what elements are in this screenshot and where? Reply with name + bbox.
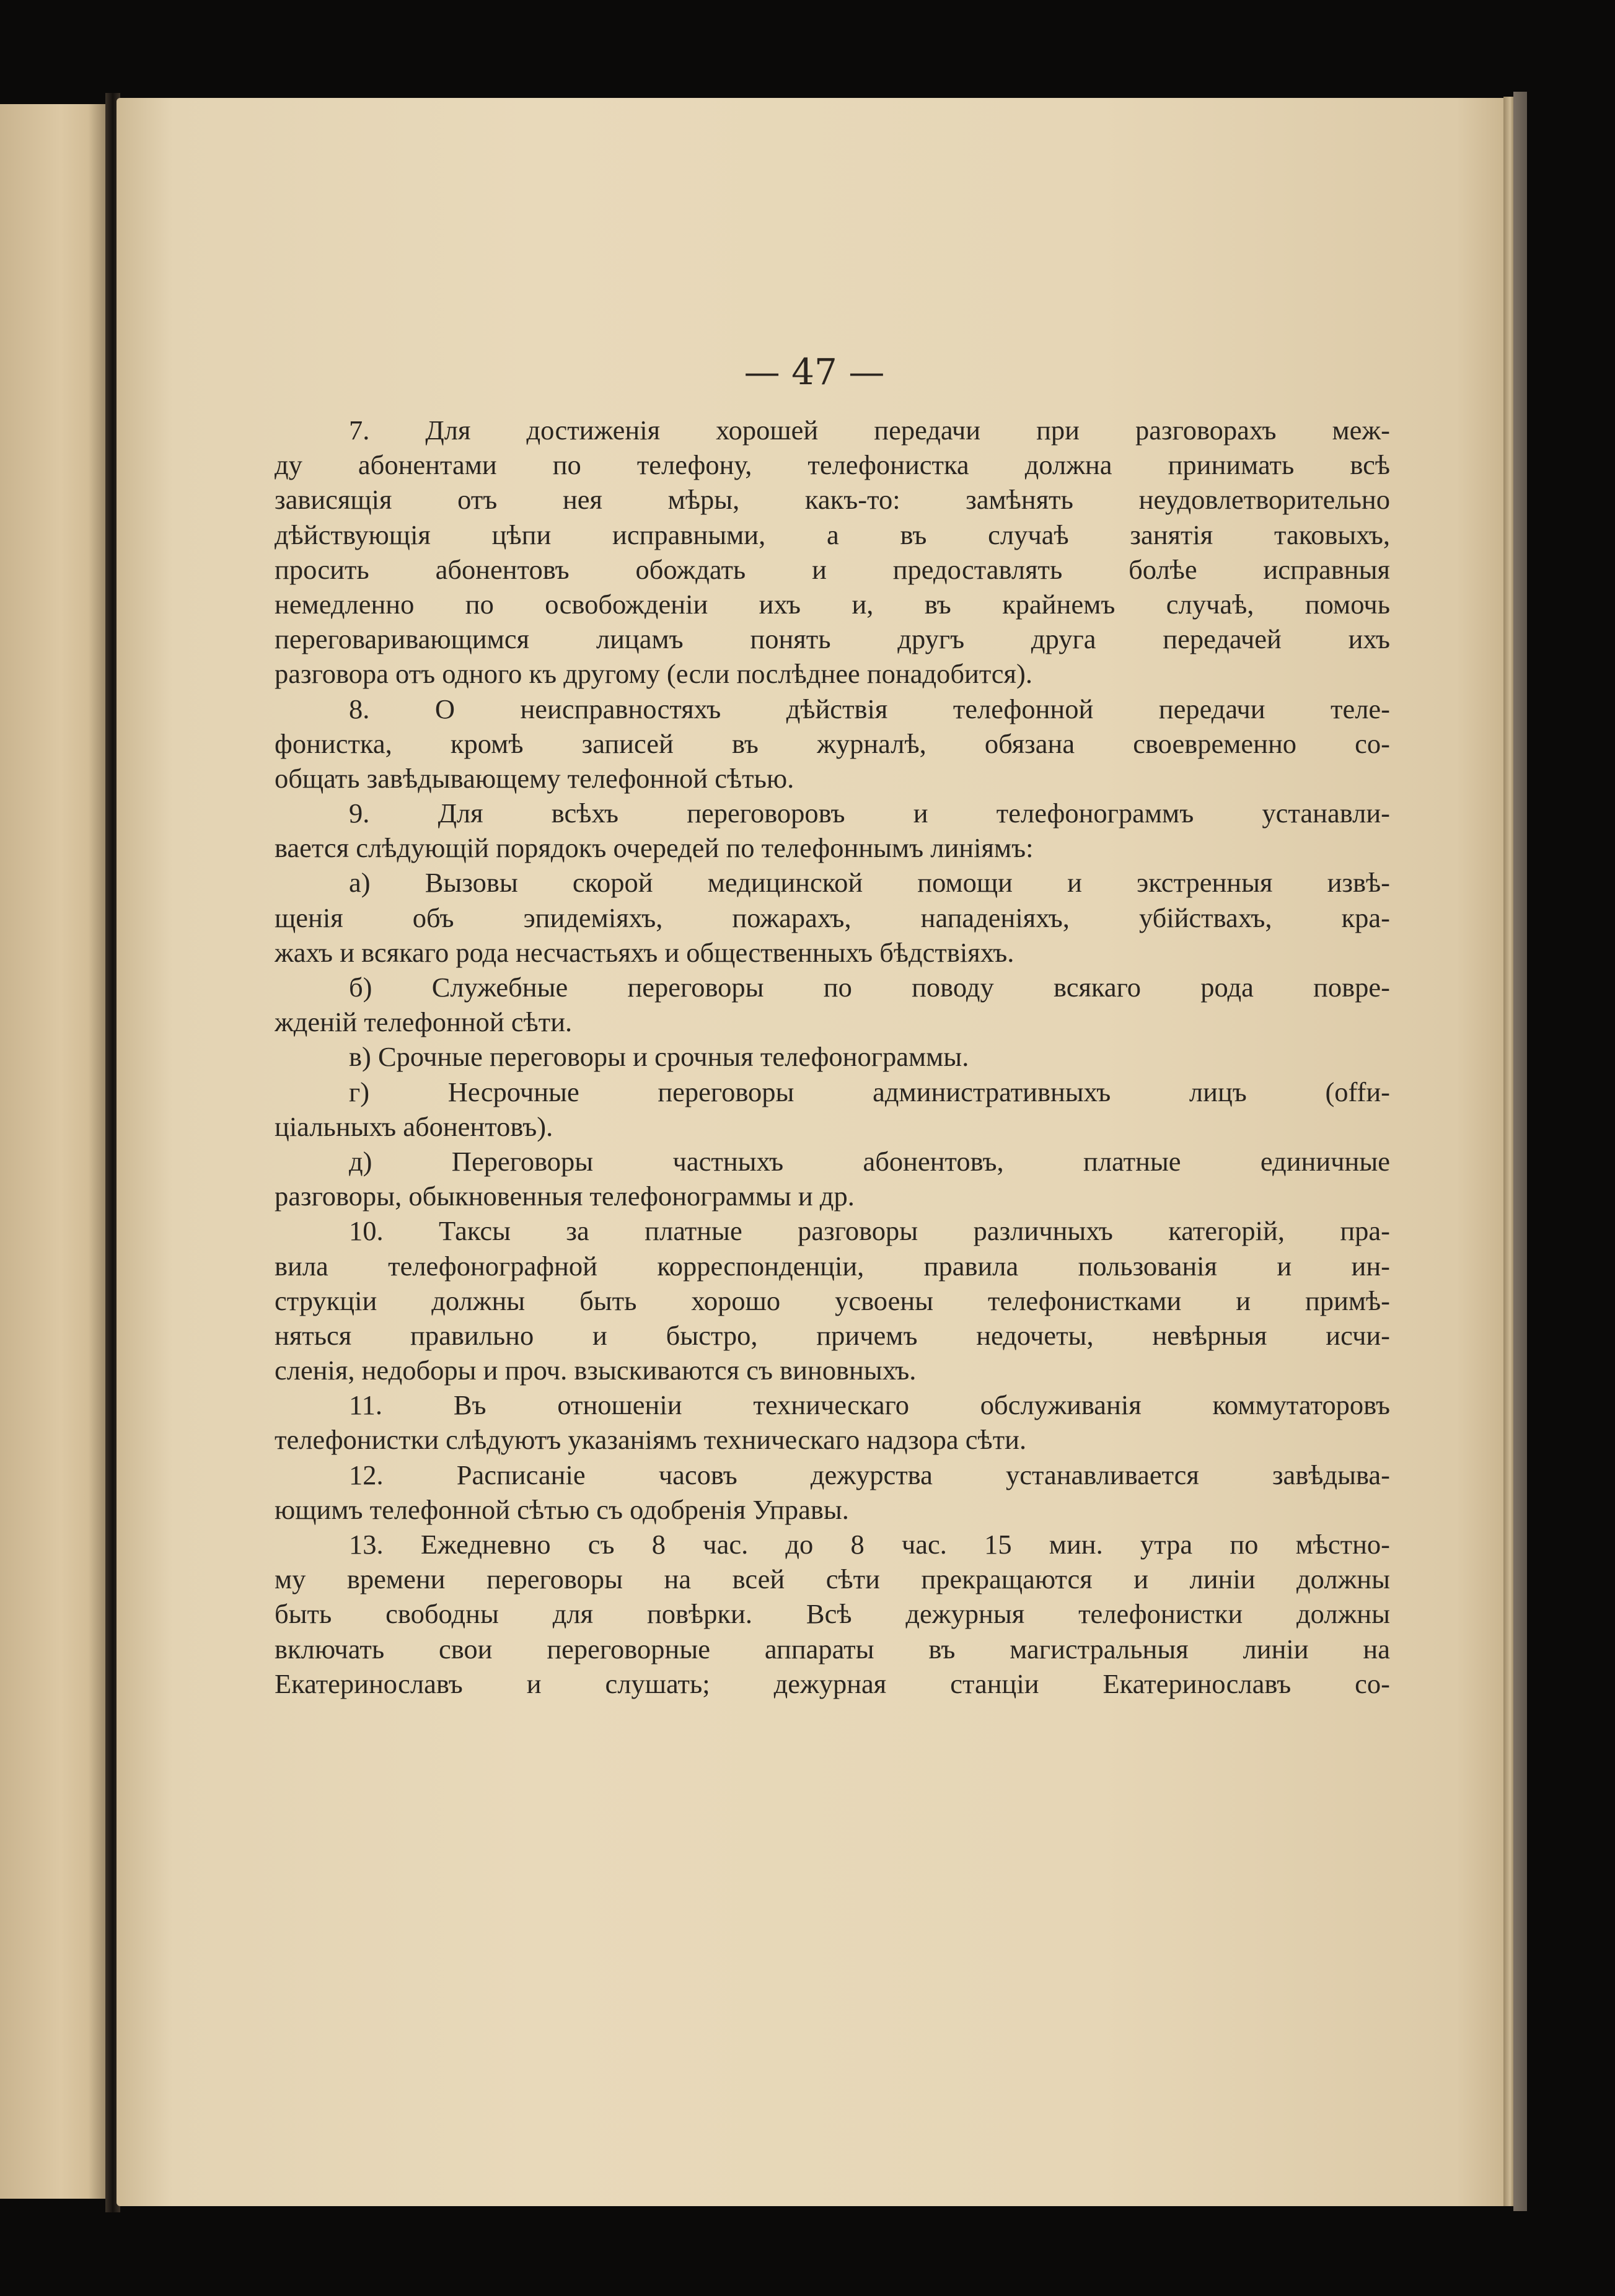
text-line: няться правильно и быстро, причемъ недочеты, невѣрныя исчи- <box>275 1319 1390 1351</box>
text-line: струкціи должны быть хорошо усвоены телефонистками и примѣ- <box>275 1285 1390 1316</box>
text-line: 13. Ежедневно съ 8 час. до 8 час. 15 мин. утра по мѣстно- <box>349 1529 1390 1560</box>
text-line: Екатеринославъ и слушать; дежурная станціи Екатеринославъ со- <box>275 1668 1390 1699</box>
text-line: переговаривающимся лицамъ понять другъ друга передачей ихъ <box>275 623 1390 655</box>
page-body-text <box>275 413 1390 1701</box>
text-line: в) Срочные переговоры и срочныя телефонограммы. <box>349 1041 969 1073</box>
text-line: зависящія отъ нея мѣры, какъ-то: замѣнять неудовлетворительно <box>275 484 1390 516</box>
text-line: ду абонентами по телефону, телефонистка должна принимать всѣ <box>275 449 1390 481</box>
text-line: немедленно по освобожденіи ихъ и, въ крайнемъ случаѣ, помочь <box>275 588 1390 620</box>
text-line: а) Вызовы скорой медицинской помощи и экстренныя извѣ- <box>349 867 1390 899</box>
text-line: 12. Расписаніе часовъ дежурства устанавливается завѣдыва- <box>349 1459 1390 1490</box>
text-line: 10. Таксы за платные разговоры различныхъ категорій, пра- <box>349 1215 1390 1247</box>
text-line: сленія, недоборы и проч. взыскиваются съ виновныхъ. <box>275 1355 917 1386</box>
text-line: б) Служебные переговоры по поводу всякаго рода повре- <box>349 972 1390 1003</box>
text-line: вила телефонографной корреспонденціи, правила пользованія и ин- <box>275 1250 1390 1282</box>
text-line: быть свободны для повѣрки. Всѣ дежурныя телефонистки должны <box>275 1598 1390 1630</box>
text-line: щенія объ эпидеміяхъ, пожарахъ, нападеніяхъ, убійствахъ, кра- <box>275 902 1390 933</box>
text-line: жахъ и всякаго рода несчастьяхъ и общественныхъ бѣдствіяхъ. <box>275 936 1014 968</box>
previous-page-edge <box>0 104 110 2199</box>
book-cover-edge <box>1513 92 1527 2211</box>
text-line: включать свои переговорные аппараты въ магистральныя линіи на <box>275 1633 1390 1665</box>
text-line: д) Переговоры частныхъ абонентовъ, платные единичные <box>349 1145 1390 1177</box>
text-line: ющимъ телефонной сѣтью съ одобренія Управы. <box>275 1493 849 1525</box>
text-line: общать завѣдывающему телефонной сѣтью. <box>275 762 794 794</box>
text-line: дѣйствующія цѣпи исправными, а въ случаѣ занятія таковыхъ, <box>275 519 1390 550</box>
text-line: просить абонентовъ обождать и предоставлять болѣе исправныя <box>275 553 1390 585</box>
book-page <box>117 98 1512 2206</box>
text-line: 7. Для достиженія хорошей передачи при разговорахъ меж- <box>349 415 1390 446</box>
text-line: вается слѣдующій порядокъ очередей по телефоннымъ линіямъ: <box>275 832 1034 864</box>
text-line: телефонистки слѣдуютъ указаніямъ техническаго надзора сѣти. <box>275 1424 1027 1456</box>
text-line: 11. Въ отношеніи техническаго обслуживанія коммутаторовъ <box>349 1389 1390 1421</box>
text-line: г) Несрочные переговоры административныхъ лицъ (offи- <box>349 1076 1390 1107</box>
page-number: — 47 — <box>744 351 885 393</box>
text-line: 9. Для всѣхъ переговоровъ и телефонограммъ устанавли- <box>349 798 1390 829</box>
text-line: му времени переговоры на всей сѣти прекращаются и линіи должны <box>275 1564 1390 1595</box>
text-line: фонистка, кромѣ записей въ журналѣ, обязана своевременно со- <box>275 728 1390 759</box>
text-line: разговоры, обыкновенныя телефонограммы и др. <box>275 1181 855 1212</box>
text-line: 8. О неисправностяхъ дѣйствія телефонной передачи теле- <box>349 693 1390 724</box>
text-line: жденій телефонной сѣти. <box>275 1006 573 1038</box>
text-line: ціальныхъ абонентовъ). <box>275 1111 553 1142</box>
text-line: разговора отъ одного къ другому (если послѣднее понадобится). <box>275 658 1032 690</box>
